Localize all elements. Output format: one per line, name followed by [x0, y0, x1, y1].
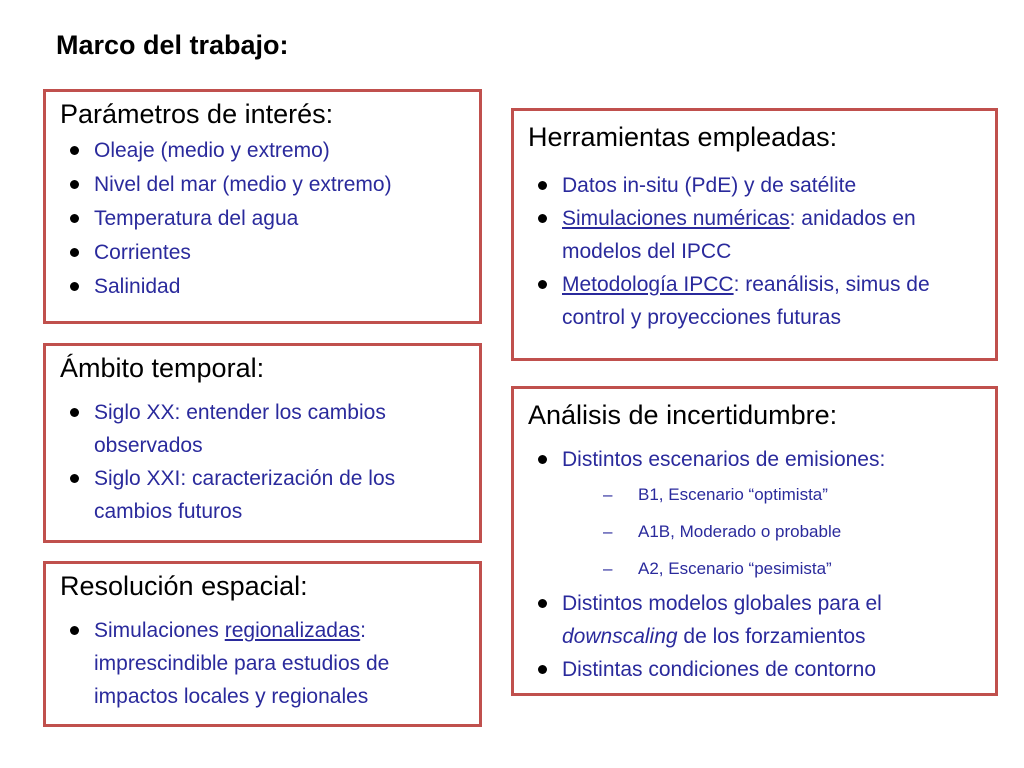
bullet-icon — [70, 626, 79, 635]
list-item: Datos in-situ (PdE) y de satélite — [528, 169, 985, 202]
list-item: Simulaciones numéricas: anidados en modelos del IPCC — [528, 202, 985, 268]
bullet-icon — [70, 474, 79, 483]
list-item: Temperatura del agua — [60, 202, 469, 236]
spatial-resolution-box — [43, 561, 482, 727]
bullet-icon — [538, 280, 547, 289]
bullet-icon — [70, 282, 79, 291]
sub-list-item: – A2, Escenario “pesimista” — [528, 550, 985, 587]
sub-list-item: – A1B, Moderado o probable — [528, 513, 985, 550]
page-title: Marco del trabajo: — [56, 30, 289, 60]
uncertainty-heading: Análisis de incertidumbre: — [528, 400, 838, 430]
tools-box — [511, 108, 998, 361]
temporal-list — [60, 396, 469, 528]
spatial-list — [60, 614, 469, 713]
uncertainty-box — [511, 386, 998, 696]
bullet-icon — [70, 248, 79, 257]
bullet-icon — [70, 180, 79, 189]
sub-list-item: – B1, Escenario “optimista” — [528, 476, 985, 513]
list-item: Oleaje (medio y extremo) — [60, 134, 469, 168]
uncertainty-list-2 — [528, 587, 985, 686]
list-item: Distintos modelos globales para el downscaling de los forzamientos — [528, 587, 985, 653]
dash-icon: – — [603, 559, 613, 578]
list-item: Salinidad — [60, 270, 469, 304]
list-item: Distintos escenarios de emisiones: — [528, 443, 985, 476]
parameters-box — [43, 89, 482, 324]
scenario-sublist — [528, 476, 985, 587]
list-item: Distintas condiciones de contorno — [528, 653, 985, 686]
list-item: Siglo XXI: caracterización de los cambios futuros — [60, 462, 469, 528]
bullet-icon — [70, 214, 79, 223]
parameters-list — [60, 134, 469, 304]
bullet-icon — [538, 665, 547, 674]
bullet-icon — [70, 408, 79, 417]
list-item: Simulaciones regionalizadas: imprescindible para estudios de impactos locales y regionales — [60, 614, 469, 713]
bullet-icon — [538, 181, 547, 190]
spatial-heading: Resolución espacial: — [60, 571, 308, 601]
temporal-heading: Ámbito temporal: — [60, 353, 265, 383]
dash-icon: – — [603, 485, 613, 504]
dash-icon: – — [603, 522, 613, 541]
list-item: Metodología IPCC: reanálisis, simus de control y proyecciones futuras — [528, 268, 985, 334]
list-item: Siglo XX: entender los cambios observados — [60, 396, 469, 462]
list-item: Nivel del mar (medio y extremo) — [60, 168, 469, 202]
bullet-icon — [70, 146, 79, 155]
parameters-heading: Parámetros de interés: — [60, 99, 334, 129]
bullet-icon — [538, 599, 547, 608]
tools-heading: Herramientas empleadas: — [528, 122, 838, 152]
bullet-icon — [538, 214, 547, 223]
bullet-icon — [538, 455, 547, 464]
temporal-scope-box — [43, 343, 482, 543]
list-item: Corrientes — [60, 236, 469, 270]
uncertainty-list — [528, 443, 985, 476]
tools-list — [528, 169, 985, 334]
